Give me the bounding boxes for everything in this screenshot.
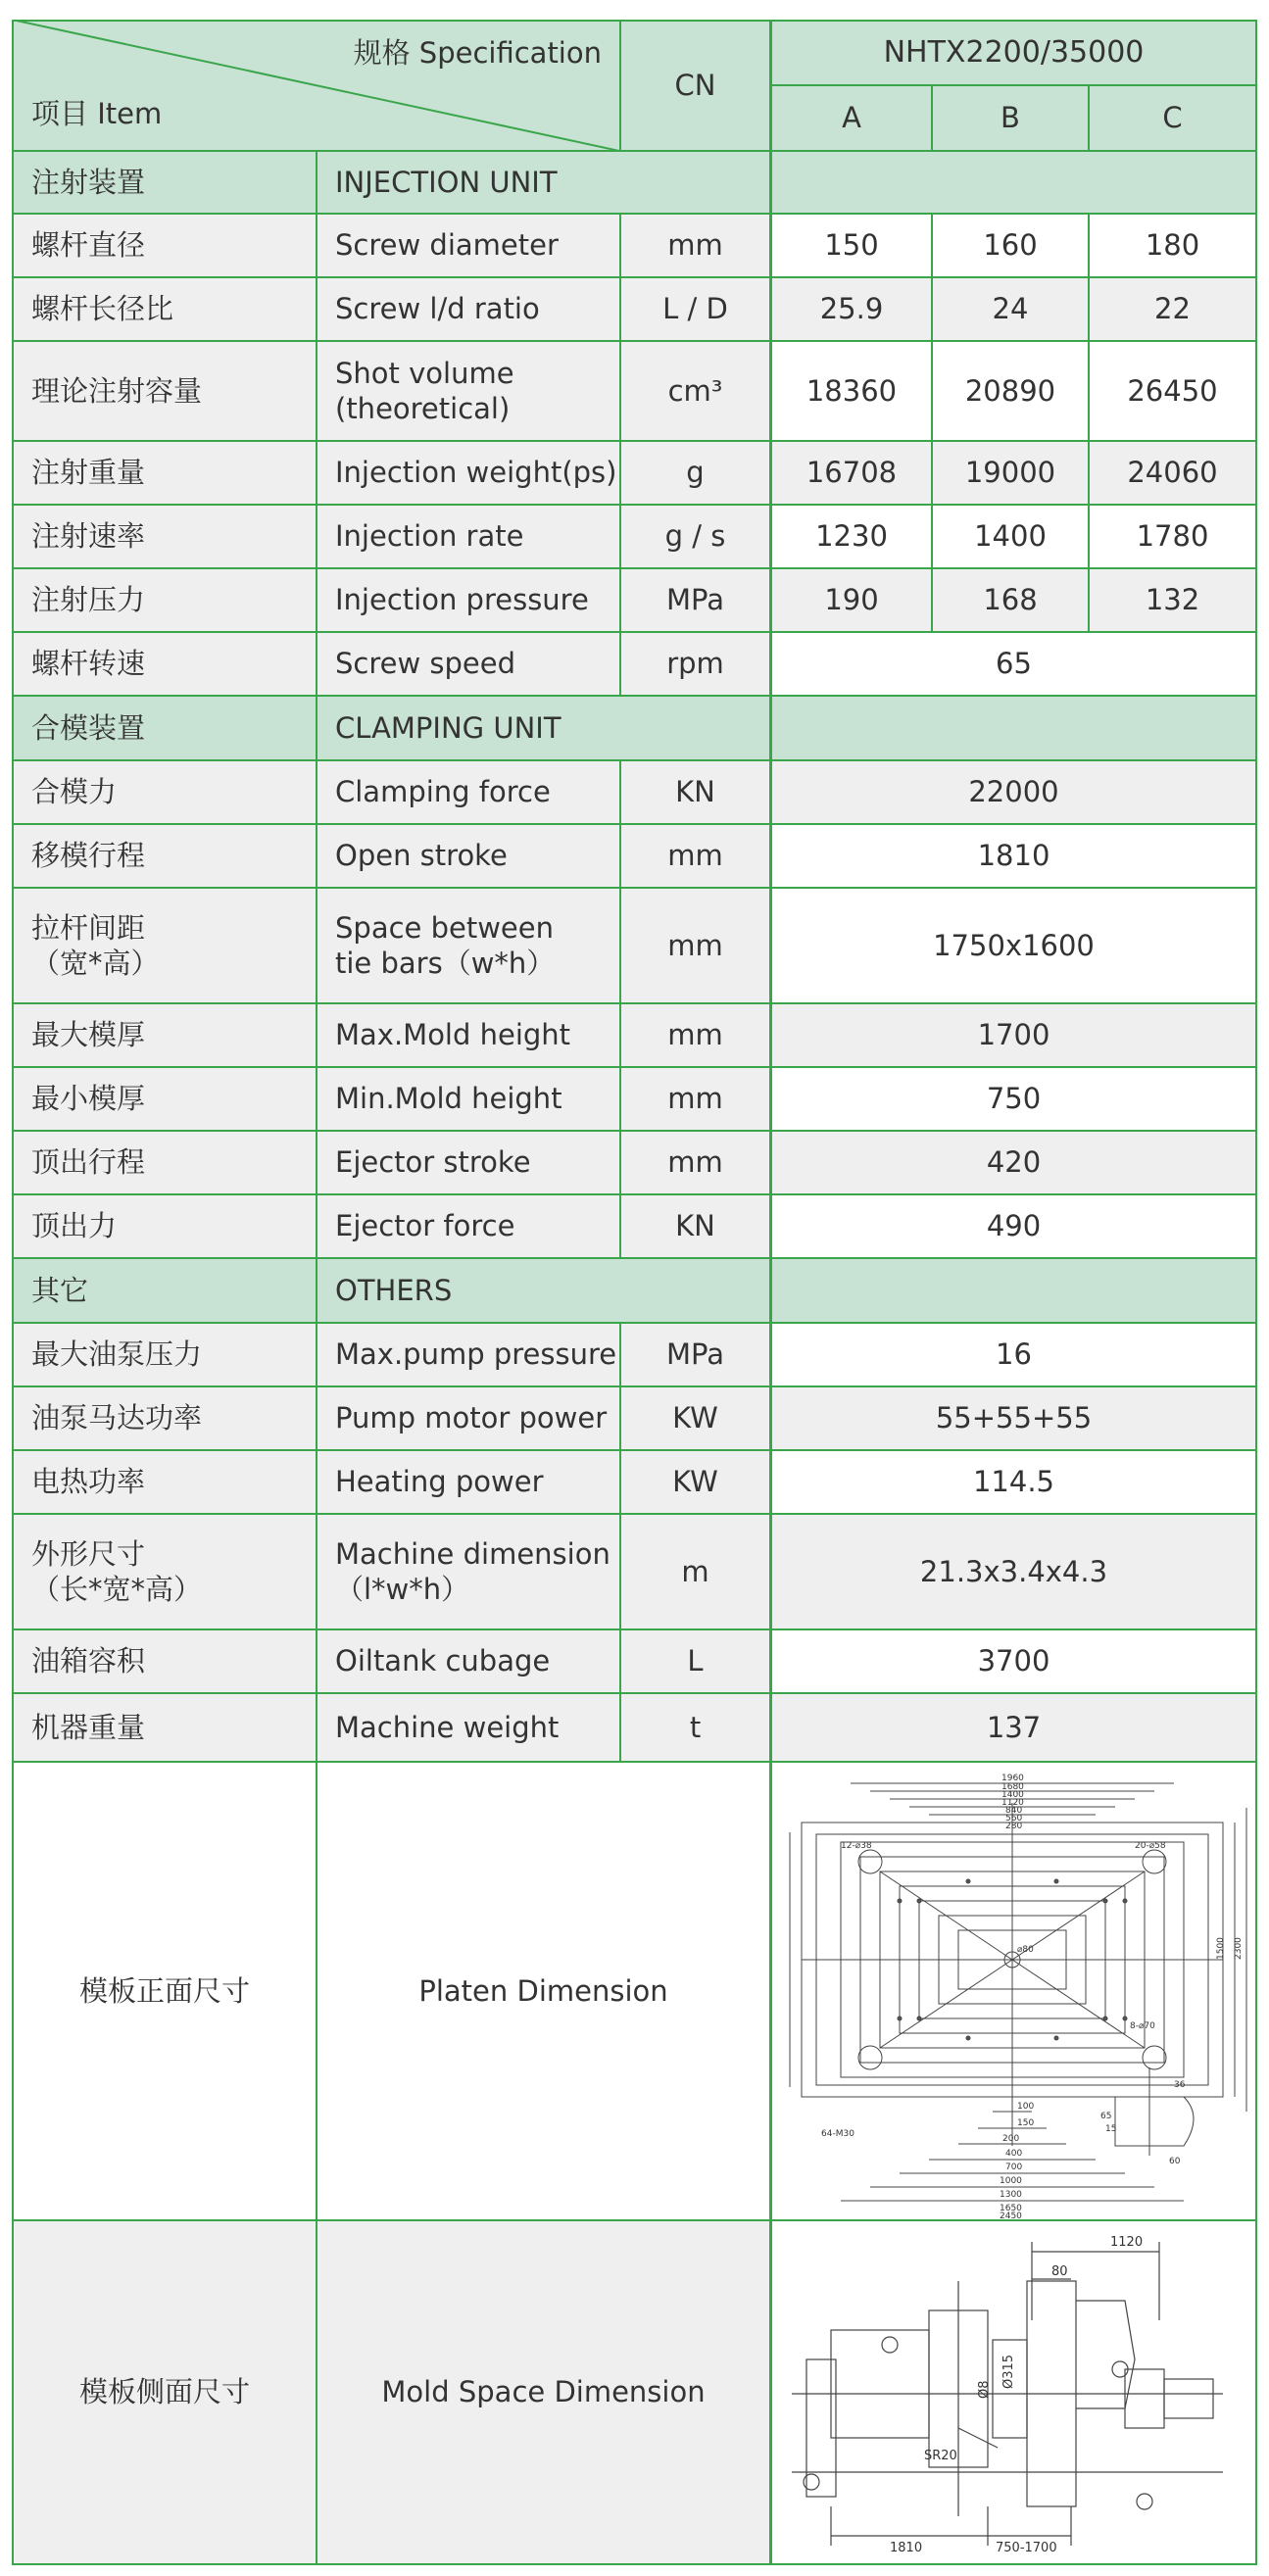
value-c: 180 bbox=[1145, 228, 1200, 263]
dim-1120: 1120 bbox=[1001, 1798, 1024, 1808]
value-c: 26450 bbox=[1127, 373, 1218, 408]
row-unit: m bbox=[681, 1554, 709, 1588]
row-en-line1: Machine dimension bbox=[335, 1536, 610, 1571]
row-en: Ejector force bbox=[335, 1209, 515, 1243]
row-en-line2: (theoretical) bbox=[335, 392, 511, 425]
value-merged: 3700 bbox=[977, 1644, 1050, 1678]
value-a: 16708 bbox=[805, 456, 898, 490]
hole-20: 20-⌀58 bbox=[1135, 1841, 1166, 1851]
platen-cn: 模板正面尺寸 bbox=[78, 1973, 250, 2008]
row-en: Open stroke bbox=[335, 839, 508, 873]
dim-560: 560 bbox=[1005, 1814, 1023, 1823]
row-en: Ejector stroke bbox=[335, 1145, 531, 1180]
row-en bbox=[317, 342, 619, 440]
row-cn bbox=[14, 1515, 316, 1628]
dim-1120: 1120 bbox=[1110, 2235, 1144, 2250]
row-unit: KW bbox=[672, 1465, 718, 1499]
dim-1000: 1000 bbox=[1000, 2176, 1022, 2186]
row-cn: 油泵马达功率 bbox=[31, 1401, 203, 1435]
dim-750-1700: 750-1700 bbox=[996, 2541, 1057, 2555]
value-b: 19000 bbox=[964, 456, 1056, 490]
row-cn bbox=[14, 889, 316, 1002]
row-en: Heating power bbox=[335, 1465, 544, 1499]
row-unit: KN bbox=[675, 775, 715, 809]
row-en: Machine weight bbox=[335, 1710, 560, 1744]
dim-65: 65 bbox=[1100, 2112, 1112, 2121]
section-others-en: OTHERS bbox=[335, 1273, 453, 1307]
row-cn: 顶出行程 bbox=[31, 1145, 146, 1180]
row-en: Min.Mold height bbox=[335, 1082, 562, 1116]
row-en: Injection pressure bbox=[335, 583, 589, 617]
spec-label: 规格 Specification bbox=[353, 35, 602, 70]
hole-8: 8-⌀70 bbox=[1130, 2021, 1155, 2031]
row-unit: KW bbox=[672, 1401, 718, 1435]
value-merged: 137 bbox=[986, 1710, 1042, 1744]
mold-space-cn: 模板侧面尺寸 bbox=[78, 2375, 250, 2409]
variant-c: C bbox=[1162, 101, 1183, 135]
row-en: Oiltank cubage bbox=[335, 1644, 551, 1678]
value-merged: 1810 bbox=[977, 839, 1050, 873]
value-merged: 420 bbox=[986, 1145, 1042, 1180]
row-cn-line1: 拉杆间距 bbox=[31, 910, 146, 945]
row-cn: 螺杆转速 bbox=[31, 647, 146, 681]
dim-60: 60 bbox=[1169, 2157, 1181, 2166]
row-cn: 移模行程 bbox=[31, 839, 146, 873]
value-c: 24060 bbox=[1127, 456, 1218, 490]
m30: 64-M30 bbox=[821, 2129, 854, 2139]
dim-1300: 1300 bbox=[1000, 2190, 1022, 2200]
row-en: Screw speed bbox=[335, 647, 516, 681]
dim-400: 400 bbox=[1005, 2149, 1023, 2159]
row-unit: cm³ bbox=[667, 373, 723, 408]
row-en: Screw l/d ratio bbox=[335, 292, 540, 326]
row-en-line2: tie bars（w*h） bbox=[335, 947, 556, 980]
dim-15: 15 bbox=[1105, 2124, 1117, 2134]
row-en-line2: （l*w*h） bbox=[335, 1573, 470, 1606]
phi80: ⌀80 bbox=[1017, 1945, 1034, 1955]
value-b: 1400 bbox=[974, 519, 1047, 554]
row-en bbox=[317, 1515, 619, 1628]
dim-1400: 1400 bbox=[1001, 1790, 1024, 1800]
value-b: 168 bbox=[983, 583, 1038, 617]
row-cn: 注射重量 bbox=[31, 456, 146, 490]
mold-space-drawing bbox=[772, 2222, 1255, 2561]
dim-200: 200 bbox=[1002, 2134, 1020, 2144]
row-en: Max.Mold height bbox=[335, 1018, 571, 1052]
value-a: 1230 bbox=[815, 519, 888, 554]
item-label: 项目 Item bbox=[31, 96, 163, 130]
value-c: 1780 bbox=[1136, 519, 1209, 554]
row-unit: g bbox=[686, 456, 705, 490]
row-cn-line1: 外形尺寸 bbox=[31, 1536, 146, 1571]
dim-1650: 1650 bbox=[1000, 2204, 1022, 2213]
row-unit: mm bbox=[667, 1018, 723, 1052]
row-unit: t bbox=[689, 1710, 702, 1744]
cn-label: CN bbox=[674, 69, 716, 103]
mold-space-en: Mold Space Dimension bbox=[381, 2375, 706, 2409]
row-cn: 注射压力 bbox=[31, 583, 146, 617]
value-merged: 1750x1600 bbox=[933, 928, 1095, 962]
row-en: Clamping force bbox=[335, 775, 551, 809]
dim-280: 280 bbox=[1005, 1822, 1023, 1831]
row-unit: mm bbox=[667, 1145, 723, 1180]
row-en: Pump motor power bbox=[335, 1401, 608, 1435]
value-merged: 21.3x3.4x4.3 bbox=[919, 1554, 1108, 1588]
row-cn-line2: （宽*高） bbox=[31, 947, 160, 980]
value-merged: 16 bbox=[996, 1337, 1032, 1372]
row-cn: 油箱容积 bbox=[31, 1644, 146, 1678]
row-cn: 理论注射容量 bbox=[31, 373, 203, 408]
row-cn: 机器重量 bbox=[31, 1710, 146, 1744]
dim-1960: 1960 bbox=[1001, 1774, 1024, 1783]
row-cn: 最小模厚 bbox=[31, 1082, 146, 1116]
dim-8: Ø8 bbox=[977, 2380, 992, 2399]
value-a: 18360 bbox=[805, 373, 898, 408]
value-merged: 490 bbox=[986, 1209, 1042, 1243]
dim-2300: 2300 bbox=[1234, 1937, 1244, 1960]
value-merged: 65 bbox=[996, 647, 1032, 681]
row-en: Max.pump pressure bbox=[335, 1337, 617, 1372]
row-en: Injection rate bbox=[335, 519, 524, 554]
value-merged: 22000 bbox=[968, 775, 1059, 809]
row-cn-line2: （长*宽*高） bbox=[31, 1573, 203, 1606]
dim-36: 36 bbox=[1174, 2080, 1186, 2090]
row-unit: L / D bbox=[662, 292, 728, 326]
value-b: 20890 bbox=[964, 373, 1056, 408]
value-c: 132 bbox=[1145, 583, 1200, 617]
dim-100: 100 bbox=[1017, 2102, 1035, 2112]
row-cn: 最大油泵压力 bbox=[31, 1337, 203, 1372]
row-cn: 最大模厚 bbox=[31, 1018, 146, 1052]
row-cn: 合模力 bbox=[31, 775, 118, 809]
row-unit: L bbox=[687, 1644, 704, 1678]
dim-1810: 1810 bbox=[890, 2541, 923, 2555]
row-unit: MPa bbox=[666, 583, 724, 617]
section-injection-cn: 注射装置 bbox=[31, 165, 146, 199]
dim-1680: 1680 bbox=[1001, 1782, 1024, 1792]
row-cn: 螺杆直径 bbox=[31, 228, 146, 263]
row-unit: rpm bbox=[666, 647, 724, 681]
row-en: Screw diameter bbox=[335, 228, 559, 263]
row-en-line1: Space between bbox=[335, 910, 554, 945]
dim-840: 840 bbox=[1005, 1806, 1023, 1816]
row-cn: 顶出力 bbox=[31, 1209, 118, 1243]
row-en: Injection weight(ps) bbox=[335, 456, 617, 490]
dim-150: 150 bbox=[1017, 2118, 1035, 2128]
dim-2450: 2450 bbox=[1000, 2211, 1022, 2218]
value-a: 190 bbox=[824, 583, 879, 617]
model-name: NHTX2200/35000 bbox=[883, 35, 1145, 71]
variant-a: A bbox=[842, 101, 861, 135]
value-c: 22 bbox=[1154, 292, 1191, 326]
section-clamping-cn: 合模装置 bbox=[31, 710, 146, 745]
value-a: 150 bbox=[824, 228, 879, 263]
row-unit: mm bbox=[667, 228, 723, 263]
value-b: 160 bbox=[983, 228, 1038, 263]
row-unit: MPa bbox=[666, 1337, 724, 1372]
row-cn: 螺杆长径比 bbox=[31, 292, 174, 326]
hole-12: 12-⌀38 bbox=[841, 1841, 872, 1851]
value-merged: 55+55+55 bbox=[935, 1401, 1093, 1435]
dim-sr20: SR20 bbox=[924, 2449, 957, 2463]
section-injection-en: INJECTION UNIT bbox=[335, 165, 558, 199]
row-unit: mm bbox=[667, 1082, 723, 1116]
value-merged: 114.5 bbox=[972, 1465, 1055, 1499]
dim-80: 80 bbox=[1051, 2264, 1068, 2279]
platen-en: Platen Dimension bbox=[418, 1973, 668, 2008]
row-unit: mm bbox=[667, 928, 723, 962]
row-unit: KN bbox=[675, 1209, 715, 1243]
row-unit: g / s bbox=[664, 519, 726, 554]
variant-b: B bbox=[1001, 101, 1020, 135]
dim-315: Ø315 bbox=[1001, 2354, 1016, 2389]
section-others-cn: 其它 bbox=[31, 1273, 89, 1307]
row-cn: 电热功率 bbox=[31, 1465, 146, 1499]
dim-700: 700 bbox=[1005, 2163, 1023, 2172]
section-clamping-en: CLAMPING UNIT bbox=[335, 710, 561, 745]
value-merged: 1700 bbox=[977, 1018, 1050, 1052]
row-en bbox=[317, 889, 619, 1002]
value-a: 25.9 bbox=[819, 292, 884, 326]
row-cn: 注射速率 bbox=[31, 519, 146, 554]
platen-drawing bbox=[772, 1764, 1255, 2218]
value-b: 24 bbox=[992, 292, 1029, 326]
row-en-line1: Shot volume bbox=[335, 356, 514, 390]
value-merged: 750 bbox=[986, 1082, 1042, 1116]
row-unit: mm bbox=[667, 839, 723, 873]
dim-1500: 1500 bbox=[1216, 1937, 1226, 1960]
